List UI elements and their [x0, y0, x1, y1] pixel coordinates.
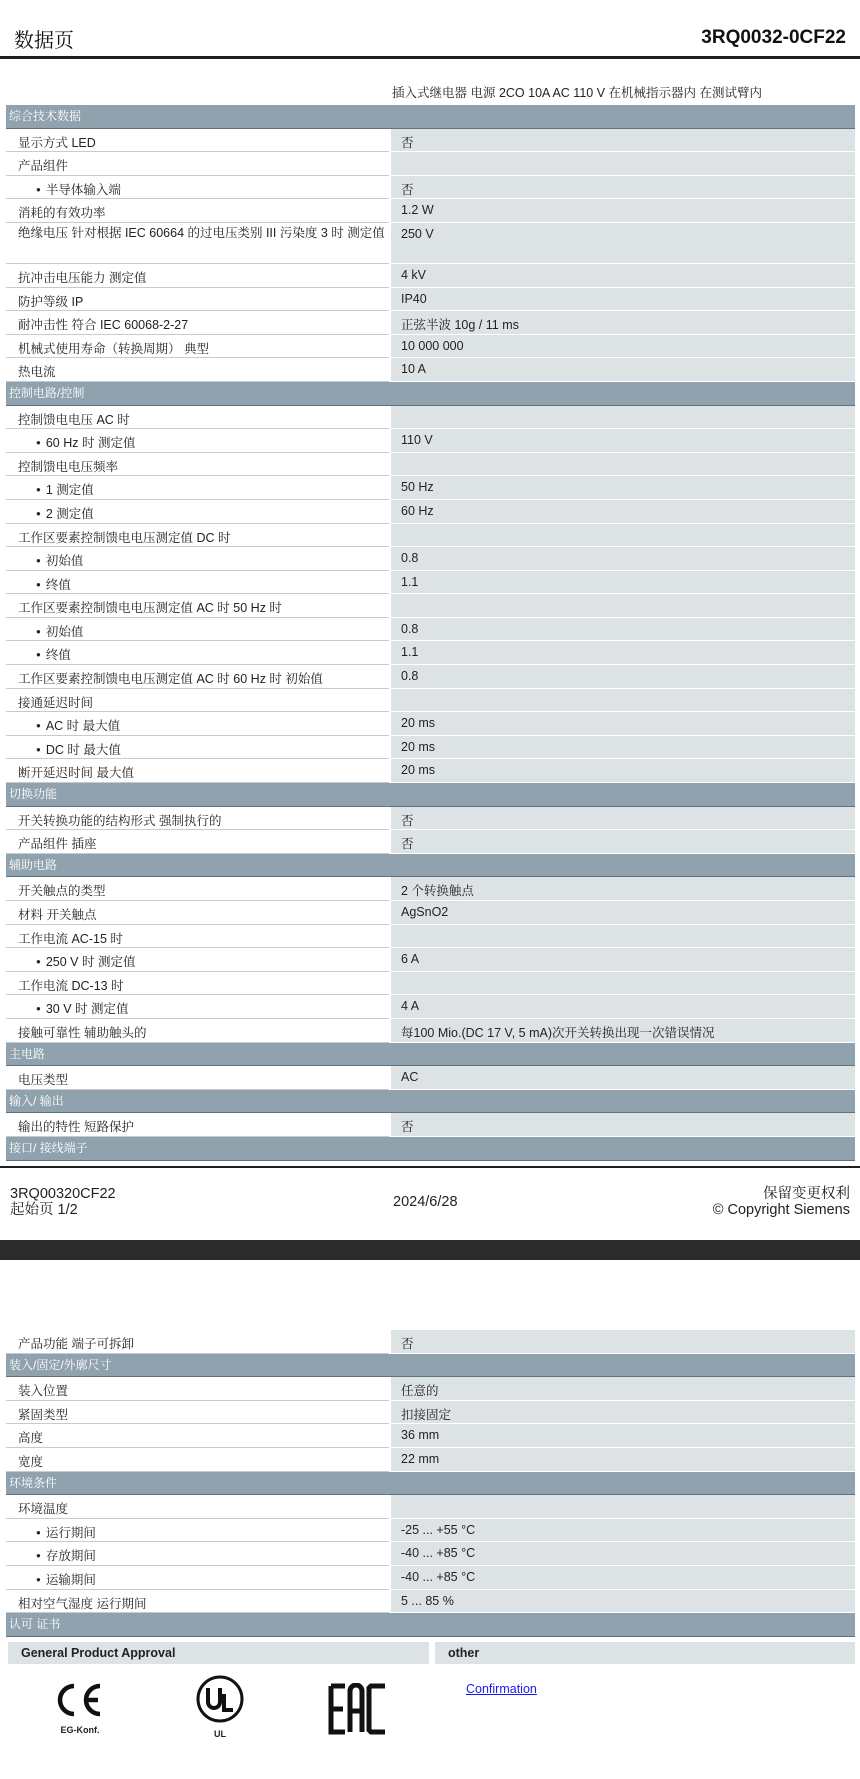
spec-key: 控制馈电电压频率 — [6, 453, 389, 477]
spec-key: ● 存放期间 — [6, 1542, 389, 1566]
footer-rights: 保留变更权利 — [763, 1186, 850, 1202]
spec-subrow — [6, 429, 855, 453]
spec-value — [391, 972, 855, 996]
spec-subrow — [6, 571, 855, 595]
footer-left — [10, 1186, 116, 1218]
spec-subrow — [6, 736, 855, 760]
spec-key: ● 运输期间 — [6, 1566, 389, 1590]
footer-rule — [0, 1166, 860, 1168]
section-header: 综合技术数据 — [6, 105, 855, 129]
spec-value: 0.8 — [391, 665, 855, 689]
spec-key: 紧固类型 — [6, 1401, 389, 1425]
spec-row — [6, 311, 855, 335]
spec-row — [6, 152, 855, 176]
spec-key: 显示方式 LED — [6, 129, 389, 153]
spec-row — [6, 406, 855, 430]
spec-value: 250 V — [391, 223, 855, 264]
spec-key: 接通延迟时间 — [6, 689, 389, 713]
spec-key: 工作电流 AC-15 时 — [6, 925, 389, 949]
spec-row — [6, 901, 855, 925]
spec-row — [6, 689, 855, 713]
spec-key: 工作区要素控制馈电电压测定值 DC 时 — [6, 524, 389, 548]
spec-value: 20 ms — [391, 736, 855, 760]
spec-value: 0.8 — [391, 547, 855, 571]
spec-key: ● 终值 — [6, 571, 389, 595]
spec-key: ● 运行期间 — [6, 1519, 389, 1543]
section-header: 装入/固定/外廓尺寸 — [6, 1354, 855, 1378]
spec-row — [6, 1401, 855, 1425]
spec-value: 22 mm — [391, 1448, 855, 1472]
header-rule — [0, 56, 860, 59]
spec-value: 每100 Mio.(DC 17 V, 5 mA)次开关转换出现一次错误情况 — [391, 1019, 855, 1043]
spec-value: -40 ... +85 °C — [391, 1566, 855, 1590]
spec-key: 消耗的有效功率 — [6, 199, 389, 223]
spec-value: 50 Hz — [391, 476, 855, 500]
spec-key: ● AC 时 最大值 — [6, 712, 389, 736]
spec-row — [6, 807, 855, 831]
eac-mark-icon — [328, 1683, 390, 1740]
approval-header — [8, 1642, 855, 1664]
spec-value — [391, 152, 855, 176]
datasheet-page-2 — [0, 1260, 860, 1779]
spec-value: 0.8 — [391, 618, 855, 642]
spec-value: 否 — [391, 1330, 855, 1354]
spec-key: ● DC 时 最大值 — [6, 736, 389, 760]
spec-value: 否 — [391, 176, 855, 200]
spec-row — [6, 1448, 855, 1472]
spec-value — [391, 925, 855, 949]
doc-type-title: 数据页 — [14, 29, 74, 52]
spec-value: 2 个转换触点 — [391, 877, 855, 901]
spec-key: ● 终值 — [6, 641, 389, 665]
spec-subrow — [6, 618, 855, 642]
spec-value: 否 — [391, 830, 855, 854]
spec-row — [6, 1495, 855, 1519]
spec-key: 绝缘电压 针对根据 IEC 60664 的过电压类别 III 污染度 3 时 测定值 — [6, 223, 389, 264]
section-header: 主电路 — [6, 1043, 855, 1067]
approval-col-general: General Product Approval — [8, 1642, 429, 1664]
section-header: 环境条件 — [6, 1472, 855, 1496]
spec-value: 36 mm — [391, 1424, 855, 1448]
spec-key: 材料 开关触点 — [6, 901, 389, 925]
section-header: 接口/ 接线端子 — [6, 1137, 855, 1161]
spec-key: 高度 — [6, 1424, 389, 1448]
spec-key: 防护等级 IP — [6, 288, 389, 312]
spec-row — [6, 665, 855, 689]
spec-key: 机械式使用寿命（转换周期） 典型 — [6, 335, 389, 359]
spec-subrow — [6, 500, 855, 524]
footer-right — [713, 1186, 850, 1218]
ul-mark-icon — [193, 1674, 247, 1739]
spec-key: ● 250 V 时 测定值 — [6, 948, 389, 972]
spec-key: 耐冲击性 符合 IEC 60068-2-27 — [6, 311, 389, 335]
spec-value: -40 ... +85 °C — [391, 1542, 855, 1566]
spec-table-page-1 — [6, 105, 855, 1161]
spec-key: ● 1 测定值 — [6, 476, 389, 500]
spec-key: 电压类型 — [6, 1066, 389, 1090]
product-code: 3RQ0032-0CF22 — [701, 27, 846, 48]
spec-key: ● 30 V 时 测定值 — [6, 995, 389, 1019]
spec-row — [6, 335, 855, 359]
spec-key: 抗冲击电压能力 测定值 — [6, 264, 389, 288]
spec-key: 相对空气湿度 运行期间 — [6, 1590, 389, 1614]
spec-value: 10 000 000 — [391, 335, 855, 359]
spec-value — [391, 406, 855, 430]
spec-value: 10 A — [391, 358, 855, 382]
page-header — [14, 22, 846, 54]
spec-table-page-2 — [6, 1330, 855, 1637]
spec-row — [6, 1330, 855, 1354]
spec-row — [6, 925, 855, 949]
spec-key: 断开延迟时间 最大值 — [6, 759, 389, 783]
spec-row — [6, 264, 855, 288]
spec-value: 1.1 — [391, 641, 855, 665]
spec-row — [6, 1019, 855, 1043]
spec-subrow — [6, 476, 855, 500]
spec-value: AgSnO2 — [391, 901, 855, 925]
spec-subrow — [6, 641, 855, 665]
spec-key: 开关转换功能的结构形式 强制执行的 — [6, 807, 389, 831]
spec-key: 工作区要素控制馈电电压测定值 AC 时 60 Hz 时 初始值 — [6, 665, 389, 689]
spec-value — [391, 1495, 855, 1519]
spec-row — [6, 1066, 855, 1090]
spec-value: -25 ... +55 °C — [391, 1519, 855, 1543]
spec-row — [6, 972, 855, 996]
spec-key: 产品功能 端子可拆卸 — [6, 1330, 389, 1354]
spec-key: 工作电流 DC-13 时 — [6, 972, 389, 996]
product-description: 插入式继电器 电源 2CO 10A AC 110 V 在机械指示器内 在测试臂内 — [392, 86, 762, 100]
spec-row — [6, 1590, 855, 1614]
spec-subrow — [6, 1542, 855, 1566]
spec-subrow — [6, 176, 855, 200]
spec-value: 4 kV — [391, 264, 855, 288]
spec-row — [6, 1113, 855, 1137]
spec-value: 任意的 — [391, 1377, 855, 1401]
spec-row — [6, 358, 855, 382]
spec-value: IP40 — [391, 288, 855, 312]
spec-value: 110 V — [391, 429, 855, 453]
spec-key: ● 初始值 — [6, 618, 389, 642]
section-header: 控制电路/控制 — [6, 382, 855, 406]
spec-key: ● 初始值 — [6, 547, 389, 571]
section-header: 辅助电路 — [6, 854, 855, 878]
footer-code: 3RQ00320CF22 — [10, 1186, 116, 1202]
spec-value: 60 Hz — [391, 500, 855, 524]
spec-row — [6, 1424, 855, 1448]
spec-row — [6, 129, 855, 153]
spec-value: AC — [391, 1066, 855, 1090]
section-header: 切换功能 — [6, 783, 855, 807]
spec-value: 否 — [391, 807, 855, 831]
footer-date: 2024/6/28 — [393, 1194, 458, 1210]
spec-value — [391, 689, 855, 713]
spec-key: 开关触点的类型 — [6, 877, 389, 901]
spec-value: 1.1 — [391, 571, 855, 595]
spec-key: 宽度 — [6, 1448, 389, 1472]
ul-caption: UL — [214, 1729, 226, 1739]
spec-subrow — [6, 1566, 855, 1590]
spec-value: 否 — [391, 129, 855, 153]
spec-key: 工作区要素控制馈电电压测定值 AC 时 50 Hz 时 — [6, 594, 389, 618]
spec-key: 接触可靠性 辅助触头的 — [6, 1019, 389, 1043]
spec-value — [391, 594, 855, 618]
spec-row — [6, 524, 855, 548]
spec-value: 20 ms — [391, 759, 855, 783]
spec-value: 扣接固定 — [391, 1401, 855, 1425]
spec-key: ● 60 Hz 时 测定值 — [6, 429, 389, 453]
spec-row — [6, 223, 855, 264]
spec-key: 产品组件 插座 — [6, 830, 389, 854]
spec-key: ● 半导体输入端 — [6, 176, 389, 200]
spec-value: 正弦半波 10g / 11 ms — [391, 311, 855, 335]
spec-key: 热电流 — [6, 358, 389, 382]
spec-value: 4 A — [391, 995, 855, 1019]
spec-value: 5 ... 85 % — [391, 1590, 855, 1614]
spec-subrow — [6, 712, 855, 736]
spec-key: 输出的特性 短路保护 — [6, 1113, 389, 1137]
spec-subrow — [6, 1519, 855, 1543]
spec-row — [6, 288, 855, 312]
section-header: 认可 证书 — [6, 1613, 855, 1637]
spec-subrow — [6, 995, 855, 1019]
spec-subrow — [6, 547, 855, 571]
spec-value: 1.2 W — [391, 199, 855, 223]
spec-key: 装入位置 — [6, 1377, 389, 1401]
spec-row — [6, 1377, 855, 1401]
spec-key: 产品组件 — [6, 152, 389, 176]
spec-row — [6, 759, 855, 783]
spec-value: 否 — [391, 1113, 855, 1137]
spec-value: 20 ms — [391, 712, 855, 736]
spec-value: 6 A — [391, 948, 855, 972]
spec-row — [6, 594, 855, 618]
spec-value — [391, 524, 855, 548]
spec-key: 控制馈电电压 AC 时 — [6, 406, 389, 430]
ce-caption: EG-Konf. — [60, 1725, 100, 1735]
footer-page: 起始页 1/2 — [10, 1202, 78, 1218]
spec-row — [6, 877, 855, 901]
spec-key: ● 2 测定值 — [6, 500, 389, 524]
page-separator — [0, 1240, 860, 1260]
confirmation-link[interactable]: Confirmation — [466, 1682, 537, 1696]
spec-subrow — [6, 948, 855, 972]
spec-value — [391, 453, 855, 477]
spec-row — [6, 199, 855, 223]
section-header: 输入/ 输出 — [6, 1090, 855, 1114]
footer-copyright: © Copyright Siemens — [712, 1202, 850, 1218]
ce-mark-icon — [50, 1680, 110, 1735]
approval-col-other: other — [435, 1642, 855, 1664]
spec-row — [6, 830, 855, 854]
spec-row — [6, 453, 855, 477]
spec-key: 环境温度 — [6, 1495, 389, 1519]
